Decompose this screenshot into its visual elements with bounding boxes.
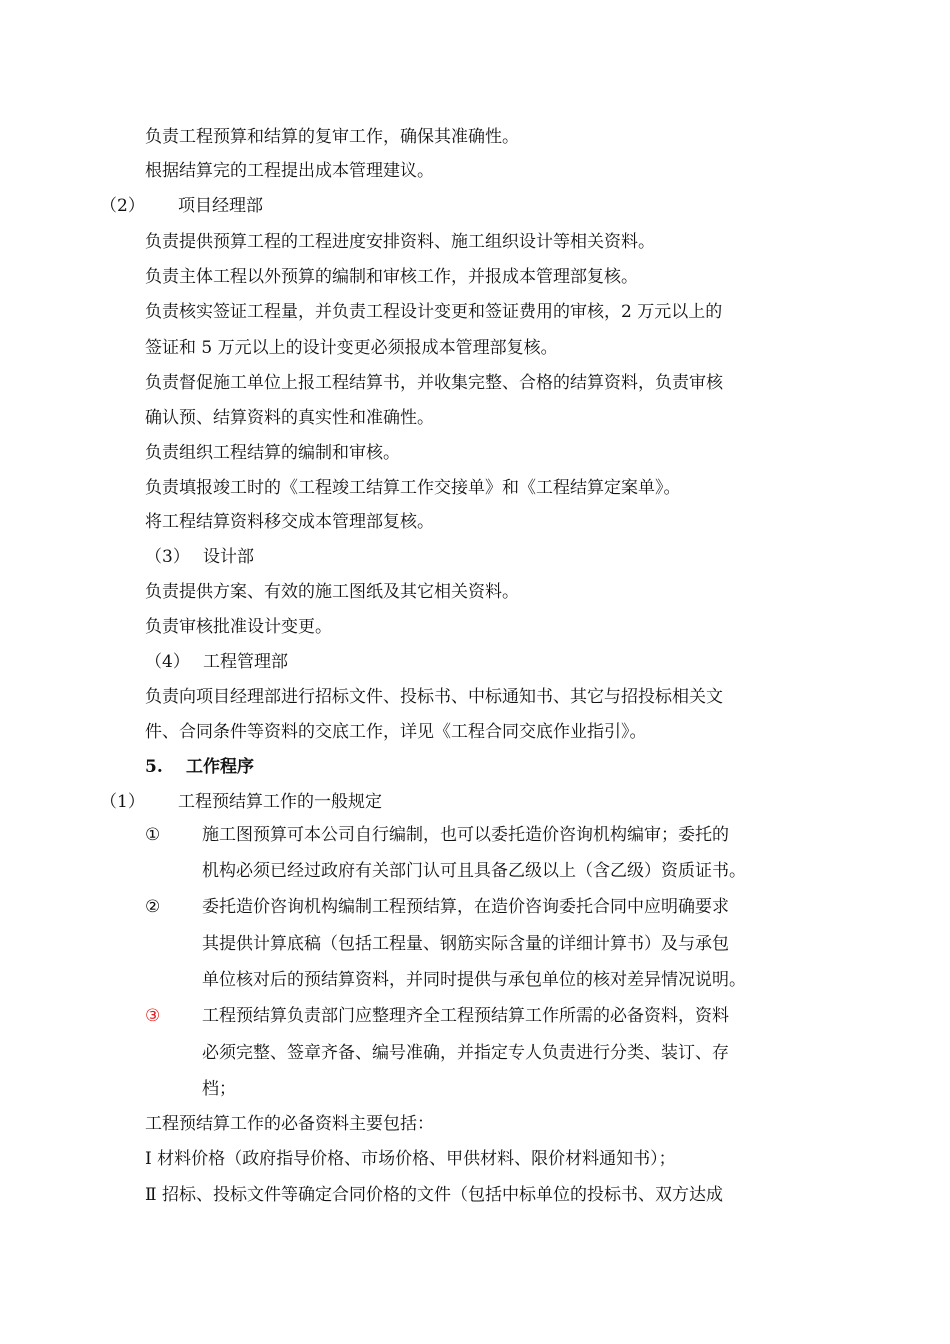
paragraph-line: 负责向项目经理部进行招标文件、投标书、中标通知书、其它与招投标相关文 <box>145 687 723 707</box>
paragraph-line: 必须完整、签章齐备、编号准确，并指定专人负责进行分类、装订、存 <box>202 1043 729 1063</box>
paragraph-line: 负责提供预算工程的工程进度安排资料、施工组织设计等相关资料。 <box>145 232 655 252</box>
item-marker-highlighted: ③ <box>145 1006 161 1026</box>
paragraph-line: 负责工程预算和结算的复审工作，确保其准确性。 <box>145 127 519 147</box>
paragraph-line: 负责核实签证工程量，并负责工程设计变更和签证费用的审核，2 万元以上的 <box>145 302 723 322</box>
paragraph-line: 负责督促施工单位上报工程结算书，并收集完整、合格的结算资料，负责审核 <box>145 373 723 393</box>
paragraph-line: 工程预结算工作的必备资料主要包括： <box>145 1114 434 1134</box>
list-item-roman: Ⅰ 材料价格（政府指导价格、市场价格、甲供材料、限价材料通知书）； <box>145 1149 676 1169</box>
section-heading: 工程管理部 <box>203 652 288 672</box>
paragraph-line: 件、合同条件等资料的交底工作，详见《工程合同交底作业指引》。 <box>145 722 647 742</box>
paragraph-line: 档； <box>202 1079 236 1099</box>
paragraph-line: 负责提供方案、有效的施工图纸及其它相关资料。 <box>145 582 519 602</box>
paragraph-line: 负责审核批准设计变更。 <box>145 617 332 637</box>
paragraph-line: 负责填报竣工时的《工程竣工结算工作交接单》和《工程结算定案单》。 <box>145 478 681 498</box>
section-number: （1） <box>100 792 145 812</box>
section-heading: 项目经理部 <box>178 196 263 216</box>
item-marker: ① <box>145 825 161 845</box>
paragraph-line: 负责组织工程结算的编制和审核。 <box>145 443 400 463</box>
section-heading: 设计部 <box>203 547 254 567</box>
paragraph-line: 机构必须已经过政府有关部门认可且具备乙级以上（含乙级）资质证书。 <box>202 861 746 881</box>
paragraph-line: 将工程结算资料移交成本管理部复核。 <box>145 512 434 532</box>
section-number: （3） <box>145 547 190 567</box>
section-number: （2） <box>100 196 145 216</box>
paragraph-line: 单位核对后的预结算资料，并同时提供与承包单位的核对差异情况说明。 <box>202 970 746 990</box>
paragraph-line: 委托造价咨询机构编制工程预结算，在造价咨询委托合同中应明确要求 <box>202 897 729 917</box>
paragraph-line: 签证和 5 万元以上的设计变更必须报成本管理部复核。 <box>145 338 558 358</box>
paragraph-line: 工程预结算负责部门应整理齐全工程预结算工作所需的必备资料，资料 <box>202 1006 729 1026</box>
paragraph-line: 施工图预算可本公司自行编制，也可以委托造价咨询机构编审；委托的 <box>202 825 729 845</box>
item-marker: ② <box>145 897 161 917</box>
chapter-heading: 工作程序 <box>186 757 254 777</box>
paragraph-line: 确认预、结算资料的真实性和准确性。 <box>145 408 434 428</box>
section-number: （4） <box>145 652 190 672</box>
paragraph-line: 负责主体工程以外预算的编制和审核工作，并报成本管理部复核。 <box>145 267 638 287</box>
paragraph-line: 根据结算完的工程提出成本管理建议。 <box>145 161 434 181</box>
section-heading: 工程预结算工作的一般规定 <box>178 792 382 812</box>
paragraph-line: 其提供计算底稿（包括工程量、钢筋实际含量的详细计算书）及与承包 <box>202 934 729 954</box>
list-item-roman: Ⅱ 招标、投标文件等确定合同价格的文件（包括中标单位的投标书、双方达成 <box>145 1185 723 1205</box>
chapter-number: 5. <box>145 757 163 777</box>
